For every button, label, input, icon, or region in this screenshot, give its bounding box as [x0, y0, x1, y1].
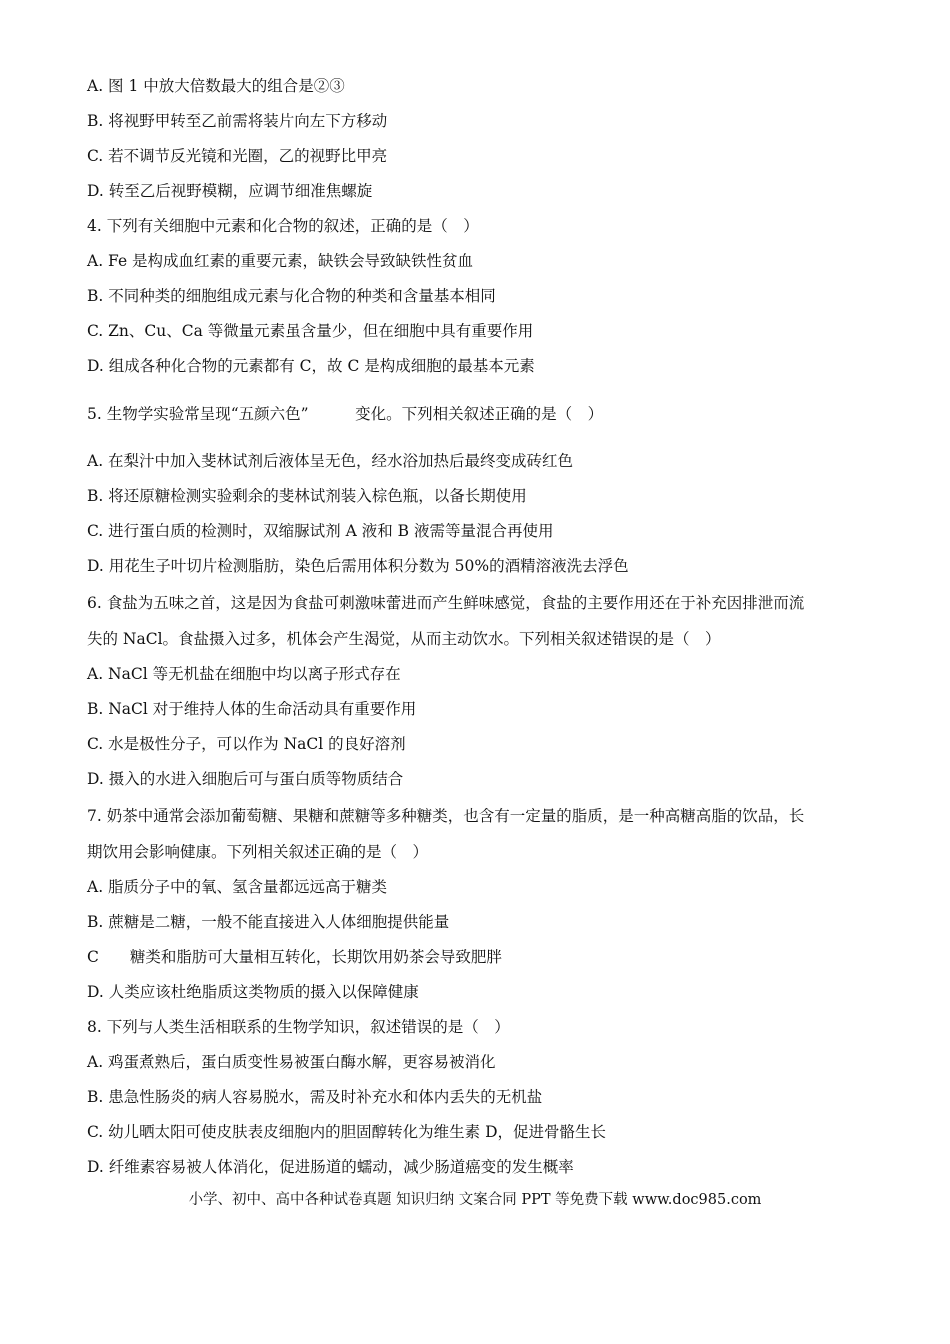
- option-5c: C. 进行蛋白质的检测时，双缩脲试剂 A 液和 B 液需等量混合再使用: [87, 522, 554, 540]
- option-6d: D. 摄入的水进入细胞后可与蛋白质等物质结合: [87, 770, 404, 788]
- option-6c: C. 水是极性分子，可以作为 NaCl 的良好溶剂: [87, 735, 406, 753]
- option-3d: D. 转至乙后视野模糊，应调节细准焦螺旋: [87, 182, 373, 200]
- option-7d: D. 人类应该杜绝脂质这类物质的摄入以保障健康: [87, 983, 419, 1001]
- option-8a: A. 鸡蛋煮熟后，蛋白质变性易被蛋白酶水解，更容易被消化: [87, 1053, 496, 1071]
- question-5: 5. 生物学实验常呈现“五颜六色” 变化。下列相关叙述正确的是（ ）: [87, 405, 604, 423]
- option-3c: C. 若不调节反光镜和光圈，乙的视野比甲亮: [87, 147, 388, 165]
- question-6-line-2: 失的 NaCl。食盐摄入过多，机体会产生渴觉，从而主动饮水。下列相关叙述错误的是（ ）: [87, 630, 721, 648]
- option-3a: A. 图 1 中放大倍数最大的组合是②③: [87, 77, 345, 95]
- option-8b: B. 患急性肠炎的病人容易脱水，需及时补充水和体内丢失的无机盐: [87, 1088, 543, 1106]
- question-6-line-1: 6. 食盐为五味之首，这是因为食盐可刺激味蕾进而产生鲜味感觉，食盐的主要作用还在于补充因排泄而流: [87, 594, 805, 612]
- question-4: 4. 下列有关细胞中元素和化合物的叙述，正确的是（ ）: [87, 217, 479, 235]
- option-5a: A. 在梨汁中加入斐林试剂后液体呈无色，经水浴加热后最终变成砖红色: [87, 452, 574, 470]
- question-8: 8. 下列与人类生活相联系的生物学知识，叙述错误的是（ ）: [87, 1018, 510, 1036]
- option-6a: A. NaCl 等无机盐在细胞中均以离子形式存在: [87, 665, 401, 683]
- option-8d: D. 纤维素容易被人体消化，促进肠道的蠕动，减少肠道癌变的发生概率: [87, 1158, 574, 1176]
- option-5b: B. 将还原糖检测实验剩余的斐林试剂装入棕色瓶，以备长期使用: [87, 487, 527, 505]
- option-4b: B. 不同种类的细胞组成元素与化合物的种类和含量基本相同: [87, 287, 496, 305]
- option-4c: C. Zn、Cu、Ca 等微量元素虽含量少，但在细胞中具有重要作用: [87, 322, 534, 340]
- option-3b: B. 将视野甲转至乙前需将装片向左下方移动: [87, 112, 388, 130]
- option-7c: C 糖类和脂肪可大量相互转化，长期饮用奶茶会导致肥胖: [87, 948, 502, 966]
- option-8c: C. 幼儿晒太阳可使皮肤表皮细胞内的胆固醇转化为维生素 D，促进骨骼生长: [87, 1123, 607, 1141]
- option-4d: D. 组成各种化合物的元素都有 C，故 C 是构成细胞的最基本元素: [87, 357, 535, 375]
- question-7-line-1: 7. 奶茶中通常会添加葡萄糖、果糖和蔗糖等多种糖类，也含有一定量的脂质，是一种高糖高脂的饮品，长: [87, 807, 805, 825]
- option-6b: B. NaCl 对于维持人体的生命活动具有重要作用: [87, 700, 417, 718]
- question-7-line-2: 期饮用会影响健康。下列相关叙述正确的是（ ）: [87, 843, 429, 861]
- option-7a: A. 脂质分子中的氧、氢含量都远远高于糖类: [87, 878, 388, 896]
- option-7b: B. 蔗糖是二糖，一般不能直接进入人体细胞提供能量: [87, 913, 450, 931]
- page-footer: 小学、初中、高中各种试卷真题 知识归纳 文案合同 PPT 等免费下载 www.doc985.com: [188, 1192, 762, 1208]
- option-5d: D. 用花生子叶切片检测脂肪，染色后需用体积分数为 50%的酒精溶液洗去浮色: [87, 557, 629, 575]
- option-4a: A. Fe 是构成血红素的重要元素，缺铁会导致缺铁性贫血: [87, 252, 474, 270]
